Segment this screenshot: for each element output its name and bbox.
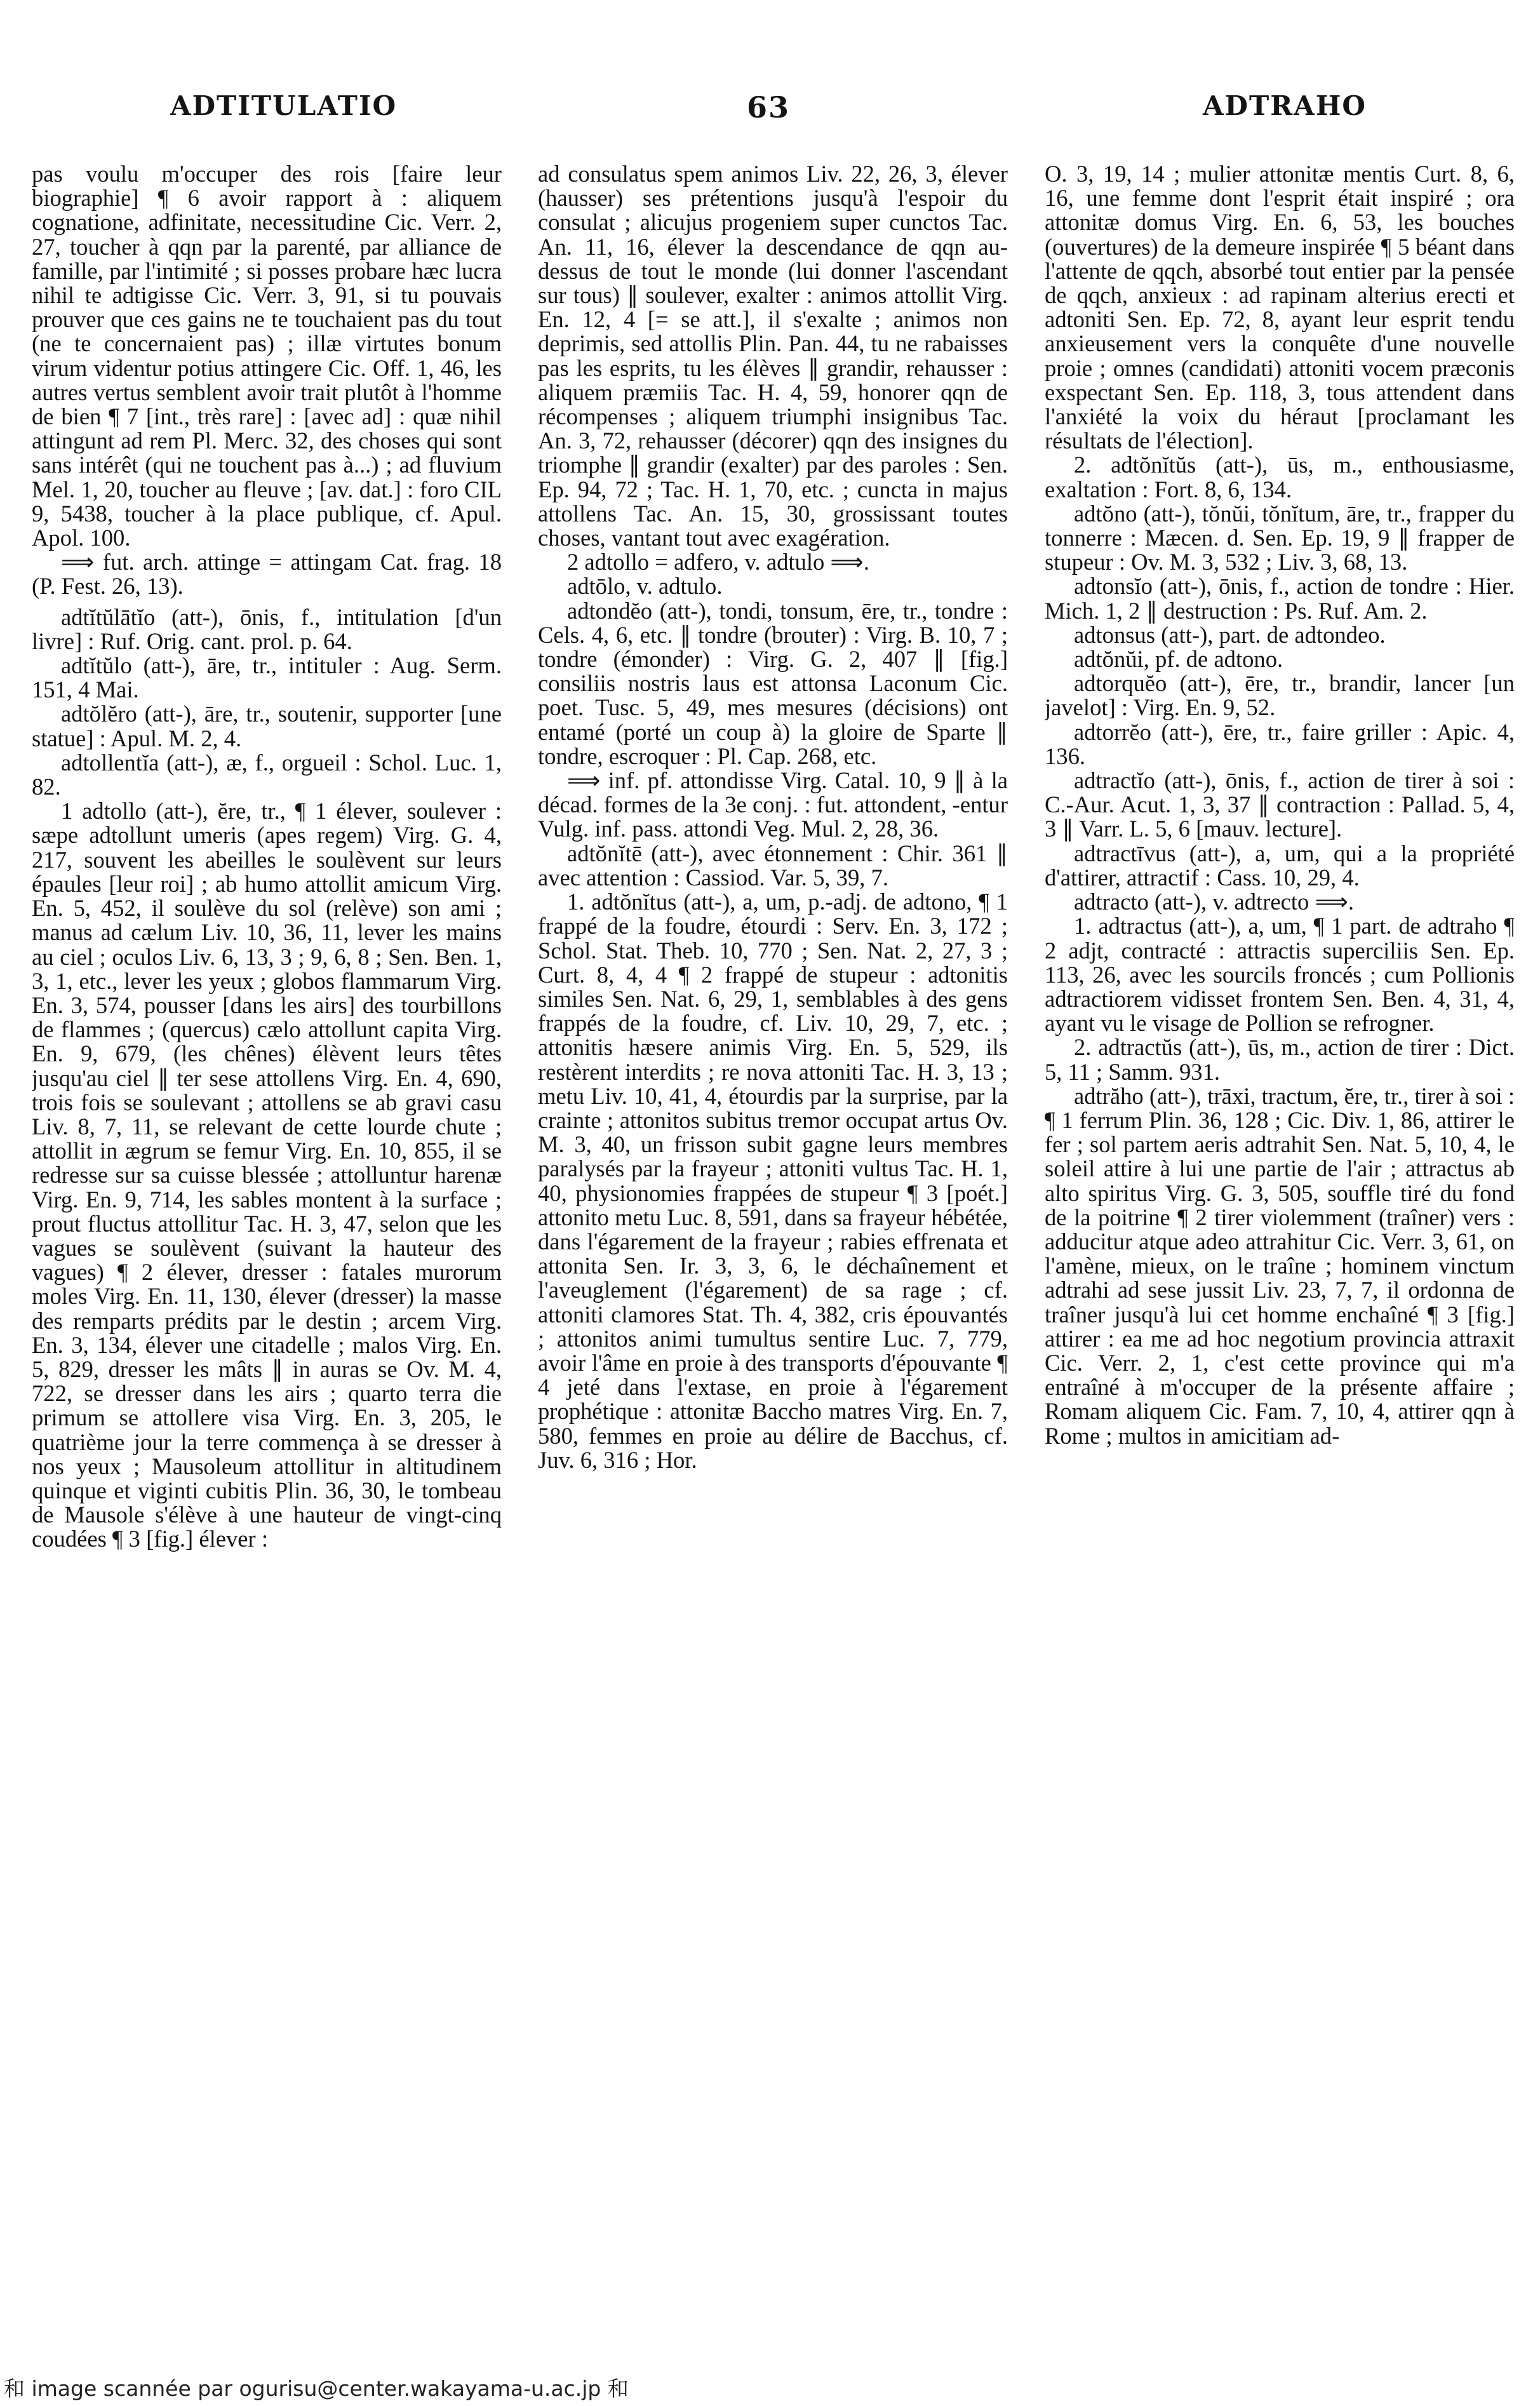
dictionary-entry: 2. adtractŭs (att-), ūs, m., action de tirer : Dict. 5, 11 ; Samm. 931. <box>1045 1034 1515 1085</box>
dictionary-entry: 2. adtŏnĭtŭs (att-), ūs, m., enthousiasme, exaltation : Fort. 8, 6, 134. <box>1045 452 1515 502</box>
page-number: 63 <box>746 90 790 124</box>
dictionary-entry: adtŏnŭi, pf. de adtono. <box>1074 646 1283 673</box>
dictionary-entry: adtorrĕo (att-), ēre, tr., faire griller : Apic. 4, 136. <box>1045 718 1515 769</box>
column-3 <box>1045 162 1515 2331</box>
dictionary-entry: adtōlo, v. adtulo. <box>567 573 723 600</box>
dictionary-entry: adtractīvus (att-), a, um, qui a la propriété d'attirer, attractif : Cass. 10, 29, 4. <box>1045 840 1515 890</box>
entry-note: ⟹ inf. pf. attondisse Virg. Catal. 10, 9 ∥ à la décad. formes de la 3e conj. : fut. attondent, -entur Vulg. inf. pass. attondi Veg. Mul. 2, 28, 36. <box>538 767 1008 842</box>
entry-note: ⟹ fut. arch. attinge = attingam Cat. frag. 18 (P. Fest. 26, 13). <box>32 549 502 600</box>
entry-continuation: ad consulatus spem animos Liv. 22, 26, 3, élever (hausser) ses prétentions jusqu'à l'espoir du consulat ; alicujus progeniem super cunctos Tac. An. 11, 16, élever la descendance de qqn au-dessus de tout le monde (lui donner l'ascendant sur tous) ∥ soulever, exalter : animos attollit Virg. En. 12, 4 [= se att.], il s'exalte ; animos non deprimis, sed attollis Plin. Pan. 44, tu ne rabaisses pas les esprits, tu les élèves ∥ grandir, rehausser : aliquem præmiis Tac. H. 4, 59, honorer qqn de récompenses ; aliquem triumphi insignibus Tac. An. 3, 72, rehausser (décorer) qqn des insignes du triomphe ∥ grandir (exalter) par des paroles : Sen. Ep. 94, 72 ; Tac. H. 1, 70, etc. ; cuncta in majus attollens Tac. An. 15, 30, grossissant toutes choses, vantant tout avec exagération. <box>538 162 1008 551</box>
dictionary-entry: 2 adtollo = adfero, v. adtulo ⟹. <box>567 549 869 575</box>
scan-credit-text: 和 image scannée par ogurisu@center.wakayama-u.ac.jp 和 <box>4 2376 629 2401</box>
dictionary-entry: adtracto (att-), v. adtrecto ⟹. <box>1074 889 1355 915</box>
dictionary-entry: adtonsus (att-), part. de adtondeo. <box>1074 621 1386 648</box>
dictionary-entry: adtorquĕo (att-), ēre, tr., brandir, lancer [un javelot] : Virg. En. 9, 52. <box>1045 670 1515 721</box>
dictionary-entry: adtollentĭa (att-), æ, f., orgueil : Schol. Luc. 1, 82. <box>32 749 502 800</box>
column-2 <box>538 162 1008 2331</box>
dictionary-entry: 1. adtŏnĭtus (att-), a, um, p.-adj. de adtono, ¶ 1 frappé de la foudre, étourdi : Serv. En. 3, 172 ; Schol. Stat. Theb. 10, 770 ; Sen. Nat. 2, 27, 3 ; Curt. 8, 4, 4 ¶ 2 frappé de stupeur : adtonitis similes Sen. Nat. 6, 29, 1, semblables à des gens frappés de la foudre, cf. Liv. 10, 29, 7, etc. ; attonitis hæsere animis Virg. En. 5, 529, ils restèrent interdits ; re nova attoniti Tac. H. 3, 13 ; metu Liv. 10, 41, 4, étourdis par la surprise, par la crainte ; attonitos subitus tremor occupat artus Ov. M. 3, 40, un frisson subit gagne leurs membres paralysés par la frayeur ; attoniti vultus Tac. H. 1, 40, physionomies frappées de stupeur ¶ 3 [poét.] attonito metu Luc. 8, 591, dans sa frayeur hébétée, dans l'égarement de la frayeur ; rabies effrenata et attonita Sen. Ir. 3, 3, 6, le déchaînement et l'aveuglement (l'égarement) de sa rage ; cf. attoniti clamores Stat. Th. 4, 382, cris épouvantés ; attonitos animi tumultus sentire Luc. 7, 779, avoir l'âme en proie à des transports d'épouvante ¶ 4 jeté dans l'extase, en proie à l'égarement prophétique : attonitæ Baccho matres Virg. En. 7, 580, femmes en proie au délire de Bacchus, cf. Juv. 6, 316 ; Hor. <box>538 889 1008 1473</box>
scan-credit-footer <box>0 2372 1540 2401</box>
dictionary-entry: adtondĕo (att-), tondi, tonsum, ēre, tr., tondre : Cels. 4, 6, etc. ∥ tondre (brouter) : Virg. B. 10, 7 ; tondre (émonder) : Virg. G. 2, 407 ∥ [fig.] consiliis nostris laus est attonsa Laconum Cic. poet. Tusc. 5, 49, mes mesures (décisions) ont entamé (porté un coup à) la gloire de Sparte ∥ tondre, escroquer : Pl. Cap. 268, etc. <box>538 597 1008 769</box>
dictionary-entry: adtĭtŭlātĭo (att-), ōnis, f., intitulation [d'un livre] : Ruf. Orig. cant. prol. p. 64. <box>32 603 502 654</box>
text-columns <box>32 162 1515 2331</box>
left-running-headword: ADTITULATIO <box>170 90 398 121</box>
running-header <box>170 90 1367 135</box>
dictionary-entry: adtĭtŭlo (att-), āre, tr., intituler : Aug. Serm. 151, 4 Mai. <box>32 652 502 703</box>
entry-continuation: pas voulu m'occuper des rois [faire leur biographie] ¶ 6 avoir rapport à : aliquem cognatione, adfinitate, necessitudine Cic. Verr. 2, 27, toucher à qqn par la parenté, par alliance de famille, par l'intimité ; si posses probare hæc lucra nihil te adtigisse Cic. Verr. 3, 91, si tu pouvais prouver que ces gains ne te touchaient pas du tout (ne te concernaient pas) ; illæ virtutes bonum virum videntur potius attingere Cic. Off. 1, 46, les autres vertus semblent avoir trait plutôt à l'homme de bien ¶ 7 [int., très rare] : [avec ad] : quæ nihil attingunt ad rem Pl. Merc. 32, des choses qui sont sans intérêt (qui ne touchent pas à...) ; ad fluvium Mel. 1, 20, toucher au fleuve ; [av. dat.] : foro CIL 9, 5438, toucher à la place publique, cf. Apul. Apol. 100. <box>32 162 502 551</box>
column-1 <box>32 162 502 2331</box>
dictionary-entry: adtrăho (att-), trāxi, tractum, ĕre, tr., tirer à soi : ¶ 1 ferrum Plin. 36, 128 ; Cic. Div. 1, 86, attirer le fer ; sol partem aeris adtrahit Sen. Nat. 5, 10, 4, le soleil attire à lui une partie de l'air ; attractus ab alto spiritus Virg. G. 3, 505, souffle tiré du fond de la poitrine ¶ 2 tirer violemment (traîner) vers : adducitur atque adeo attrahitur Cic. Verr. 3, 61, on l'amène, mieux, on le traîne ; hominem vinctum adtrahi ad sese jussit Liv. 23, 7, 7, il ordonna de traîner jusqu'à lui cet homme enchaîné ¶ 3 [fig.] attirer : ea me ad hoc negotium provincia attraxit Cic. Verr. 2, 1, c'est cette province qui m'a entraîné à m'occuper de la présente affaire ; Romam aliquem Cic. Fam. 7, 10, 4, attirer qqn à Rome ; multos in amicitiam ad- <box>1045 1082 1515 1449</box>
dictionary-entry: adtŏno (att-), tŏnŭi, tŏnĭtum, āre, tr., frapper du tonnerre : Mæcen. d. Sen. Ep. 19, 9 ∥ frapper de stupeur : Ov. M. 3, 532 ; Liv. 3, 68, 13. <box>1045 500 1515 575</box>
entry-continuation: O. 3, 19, 14 ; mulier attonitæ mentis Curt. 8, 6, 16, une femme dont l'esprit était inspiré ; ora attonitæ domus Virg. En. 6, 53, les bouches (ouvertures) de la demeure inspirée ¶ 5 béant dans l'attente de qqch, absorbé tout entier par la pensée de qqch, anxieux : ad rapinam alterius erecti et adtoniti Sen. Ep. 72, 8, ayant leur esprit tendu anxieusement vers la conquête d'une nouvelle proie ; omnes (candidati) attoniti vocem præconis exspectant Sen. Ep. 118, 3, tous attendent dans l'anxiété la voix du héraut [proclamant les résultats de l'élection]. <box>1045 162 1515 454</box>
dictionary-entry: 1. adtractus (att-), a, um, ¶ 1 part. de adtraho ¶ 2 adjt, contracté : attractis superciliis Sen. Ep. 113, 26, avec les sourcils froncés ; cum Pollionis adtractiorem vidisset frontem Sen. Ben. 4, 31, 4, ayant vu le visage de Pollion se refrogner. <box>1045 913 1515 1037</box>
dictionary-entry: adtractĭo (att-), ōnis, f., action de tirer à soi : C.-Aur. Acut. 1, 3, 37 ∥ contraction : Pallad. 5, 4, 3 ∥ Varr. L. 5, 6 [mauv. lecture]. <box>1045 767 1515 842</box>
dictionary-entry: adtonsĭo (att-), ōnis, f., action de tondre : Hier. Mich. 1, 2 ∥ destruction : Ps. Ruf. Am. 2. <box>1045 573 1515 624</box>
dictionary-entry: 1 adtollo (att-), ĕre, tr., ¶ 1 élever, soulever : sæpe adtollunt umeris (apes regem) Virg. G. 4, 217, souvent les abeilles le soulèvent sur leurs épaules [leur roi] ; ab humo attollit amicum Virg. En. 5, 452, il soulève du sol (relève) son ami ; manus ad cælum Liv. 10, 36, 11, lever les mains au ciel ; oculos Liv. 6, 13, 3 ; 9, 6, 8 ; Sen. Ben. 1, 3, 1, etc., lever les yeux ; globos flammarum Virg. En. 3, 574, pousser [dans les airs] des tourbillons de flammes ; (quercus) cælo attollunt capita Virg. En. 9, 679, (les chênes) élèvent leurs têtes jusqu'au ciel ∥ ter sese attollens Virg. En. 4, 690, trois fois se soulevant ; attollens se ab gravi casu Liv. 8, 7, 11, se relevant de cette lourde chute ; attollit in ægrum se femur Virg. En. 10, 855, il se redresse sur sa cuisse blessée ; attolluntur harenæ Virg. En. 9, 714, les sables montent à la surface ; prout fluctus attollitur Tac. H. 3, 47, selon que les vagues se soulèvent (suivant la hauteur des vagues) ¶ 2 élever, dresser : fatales murorum moles Virg. En. 11, 130, élever (dresser) la masse des remparts prédits par le destin ; arcem Virg. En. 3, 134, élever une citadelle ; malos Virg. En. 5, 829, dresser les mâts ∥ in auras se Ov. M. 4, 722, se dresser dans les airs ; quarto terra die primum se attollere visa Virg. En. 3, 205, le quatrième jour la terre commença à se dresser à nos yeux ; Mausoleum attollitur in altitudinem quinque et viginti cubitis Plin. 36, 30, le tombeau de Mausole s'élève à une hauteur de vingt-cinq coudées ¶ 3 [fig.] élever : <box>32 798 502 1552</box>
dictionary-entry: adtŏlĕro (att-), āre, tr., soutenir, supporter [une statue] : Apul. M. 2, 4. <box>32 701 502 751</box>
dictionary-entry: adtŏnĭtē (att-), avec étonnement : Chir. 361 ∥ avec attention : Cassiod. Var. 5, 39, 7. <box>538 840 1008 890</box>
right-running-headword: ADTRAHO <box>1202 90 1367 121</box>
